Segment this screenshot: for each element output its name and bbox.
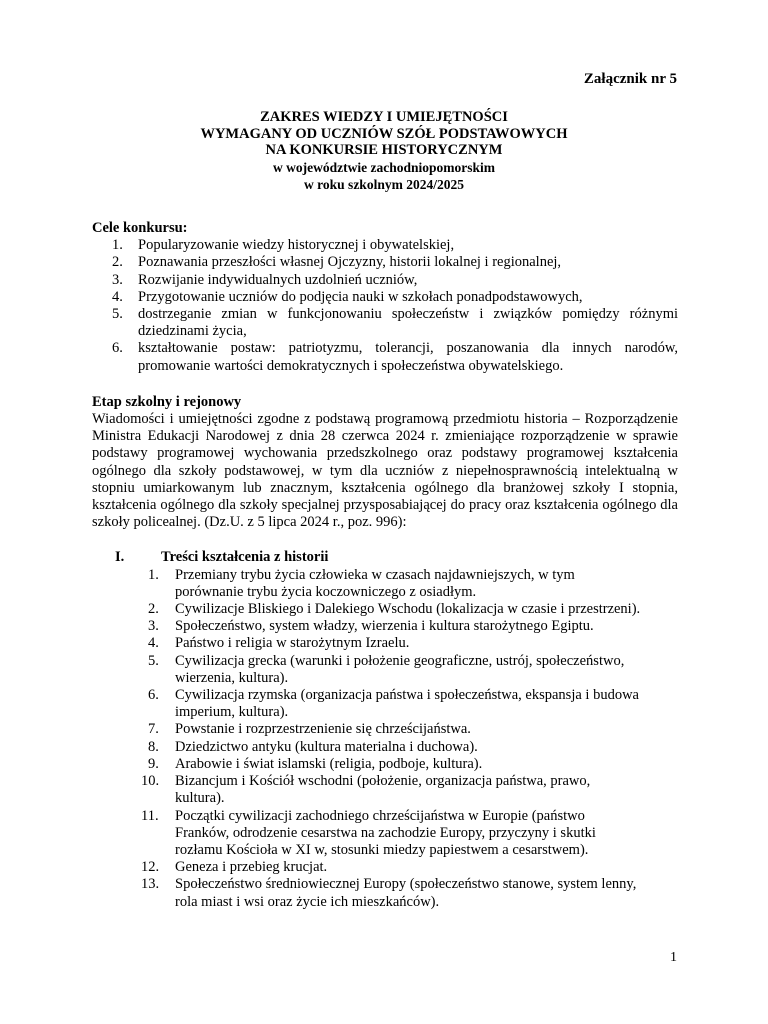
list-item-number: 4. xyxy=(148,635,159,652)
list-item xyxy=(92,859,678,876)
stage-heading: Etap szkolny i rejonowy xyxy=(92,393,242,410)
section-heading xyxy=(92,549,678,566)
list-item-text: Cywilizacja rzymska (organizacja państwa i społeczeństwa, ekspansja i budowa xyxy=(175,687,639,704)
title-line-2: WYMAGANY OD UCZNIÓW SZÓŁ PODSTAWOWYCH xyxy=(200,125,568,142)
document-body xyxy=(92,220,678,911)
goals-heading: Cele konkursu: xyxy=(92,220,188,236)
list-item-text: Społeczeństwo, system władzy, wierzenia i kultura starożytnego Egiptu. xyxy=(175,618,594,635)
list-item xyxy=(92,618,678,635)
list-item-number: 13. xyxy=(141,876,160,893)
list-item-number: 1. xyxy=(148,566,159,583)
list-item-text: Początki cywilizacji zachodniego chrześcijaństwa w Europie (państwo xyxy=(175,807,585,824)
list-item-number: 5. xyxy=(148,652,159,669)
list-item-text: kultura). xyxy=(175,790,225,807)
list-item xyxy=(92,272,678,289)
title-line-5: w roku szkolnym 2024/2025 xyxy=(304,177,464,192)
list-item-text: Powstanie i rozprzestrzenienie się chrześcijaństwa. xyxy=(175,721,471,738)
annex-label: Załącznik nr 5 xyxy=(583,71,677,87)
list-item-text: Arabowie i świat islamski (religia, podboje, kultura). xyxy=(175,755,483,772)
list-item xyxy=(92,601,678,618)
list-item-text: Przemiany trybu życia człowieka w czasach najdawniejszych, w tym xyxy=(175,566,575,583)
section-title: Treści kształcenia z historii xyxy=(161,549,329,566)
list-item xyxy=(92,721,678,738)
list-item-text: Popularyzowanie wiedzy historycznej i obywatelskiej, xyxy=(138,237,455,254)
list-item-number: 5. xyxy=(112,306,123,323)
title-line-4: w województwie zachodniopomorskim xyxy=(273,159,495,175)
list-item-text: Poznawania przeszłości własnej Ojczyzny, historii lokalnej i regionalnej, xyxy=(138,254,562,271)
list-item-text: rozłamu Kościoła w XI w, stosunki miedzy papiestwem a cesarstwem). xyxy=(175,841,589,858)
stage-paragraph: Wiadomości i umiejętności zgodne z podstawą programową przedmiotu historia – Rozporządzenie Ministra Edukacji Narodowej z dnia 28 czerwca 2024 r. zmieniające rozporządzenie w sprawie podstawy programowej wychowania przedszkolnego oraz podstawy programowej kształcenia ogólnego dla szkoły podstawowej, w tym dla uczniów z niepełnosprawnością intelektualną w stopniu umiarkowanym lub znacznym, kształcenia ogólnego dla branżowej szkoły I stopnia, kształcenia ogólnego dla szkoły specjalnej przysposabiającej do pracy oraz kształcenia ogólnego dla szkoły policealnej. (Dz.U. z 5 lipca 2024 r., poz. 996): xyxy=(92,411,678,531)
list-item xyxy=(92,254,678,271)
list-item-text: Państwo i religia w starożytnym Izraelu. xyxy=(175,635,410,652)
list-item-text: Rozwijanie indywidualnych uzdolnień uczniów, xyxy=(138,271,418,288)
list-item-number: 3. xyxy=(112,271,123,288)
list-item xyxy=(92,340,678,374)
list-item-text: Przygotowanie uczniów do podjęcia nauki w szkołach ponadpodstawowych, xyxy=(138,288,583,305)
list-item xyxy=(92,739,678,756)
list-item xyxy=(92,306,678,340)
list-item xyxy=(92,773,678,807)
list-item-number: 6. xyxy=(148,687,159,704)
list-item-number: 9. xyxy=(148,755,159,772)
page-number: 1 xyxy=(670,950,677,965)
list-item-text: rola miast i wsi oraz życie ich mieszkańców). xyxy=(175,893,440,910)
list-item-text: Bizancjum i Kościół wschodni (położenie, organizacja państwa, prawo, xyxy=(175,773,591,790)
list-item xyxy=(92,687,678,721)
list-item-number: 10. xyxy=(141,773,160,790)
title-line-3: NA KONKURSIE HISTORYCZNYM xyxy=(265,142,503,158)
list-item xyxy=(92,567,678,601)
list-item-text: kształtowanie postaw: patriotyzmu, tolerancji, poszanowania dla innych narodów, promowanie wartości demokratycznych i społeczeństwa obywatelskiego. xyxy=(138,340,678,374)
list-item xyxy=(92,635,678,652)
goals-list xyxy=(92,237,678,375)
document-title xyxy=(0,109,768,194)
list-item-text: Cywilizacje Bliskiego i Dalekiego Wschodu (lokalizacja w czasie i przestrzeni). xyxy=(175,601,641,618)
list-item-number: 2. xyxy=(112,254,123,271)
list-item-text: Społeczeństwo średniowiecznej Europy (społeczeństwo stanowe, system lenny, xyxy=(175,876,637,893)
list-item-number: 8. xyxy=(148,738,159,755)
list-item-text: dostrzeganie zmian w funkcjonowaniu społeczeństw i związków pomiędzy różnymi dziedzinami życia, xyxy=(138,306,678,340)
list-item-text: Geneza i przebieg krucjat. xyxy=(175,859,328,876)
list-item xyxy=(92,808,678,860)
list-item-number: 2. xyxy=(148,601,159,618)
list-item xyxy=(92,289,678,306)
list-item xyxy=(92,876,678,910)
list-item-text: Franków, odrodzenie cesarstwa na zachodzie Europy, przyczyny i skutki xyxy=(175,824,596,841)
list-item-text: Cywilizacja grecka (warunki i położenie geograficzne, ustrój, społeczeństwo, xyxy=(175,652,625,669)
list-item-number: 11. xyxy=(141,807,159,824)
list-item-number: 3. xyxy=(148,618,159,635)
list-item-text: porównanie trybu życia koczowniczego z osiadłym. xyxy=(175,583,477,600)
list-item-text: imperium, kultura). xyxy=(175,704,289,721)
title-line-1: ZAKRES WIEDZY I UMIEJĘTNOŚCI xyxy=(260,109,508,125)
list-item-number: 12. xyxy=(141,859,160,876)
list-item-text: Dziedzictwo antyku (kultura materialna i duchowa). xyxy=(175,738,478,755)
list-item-number: 6. xyxy=(112,340,123,357)
list-item-number: 1. xyxy=(112,237,123,254)
list-item-number: 4. xyxy=(112,288,123,305)
list-item xyxy=(92,653,678,687)
list-item-number: 7. xyxy=(148,721,159,738)
list-item-text: wierzenia, kultura). xyxy=(175,669,289,686)
list-item xyxy=(92,756,678,773)
topics-list xyxy=(92,567,678,911)
list-item xyxy=(92,237,678,254)
section-number: I. xyxy=(115,549,125,566)
